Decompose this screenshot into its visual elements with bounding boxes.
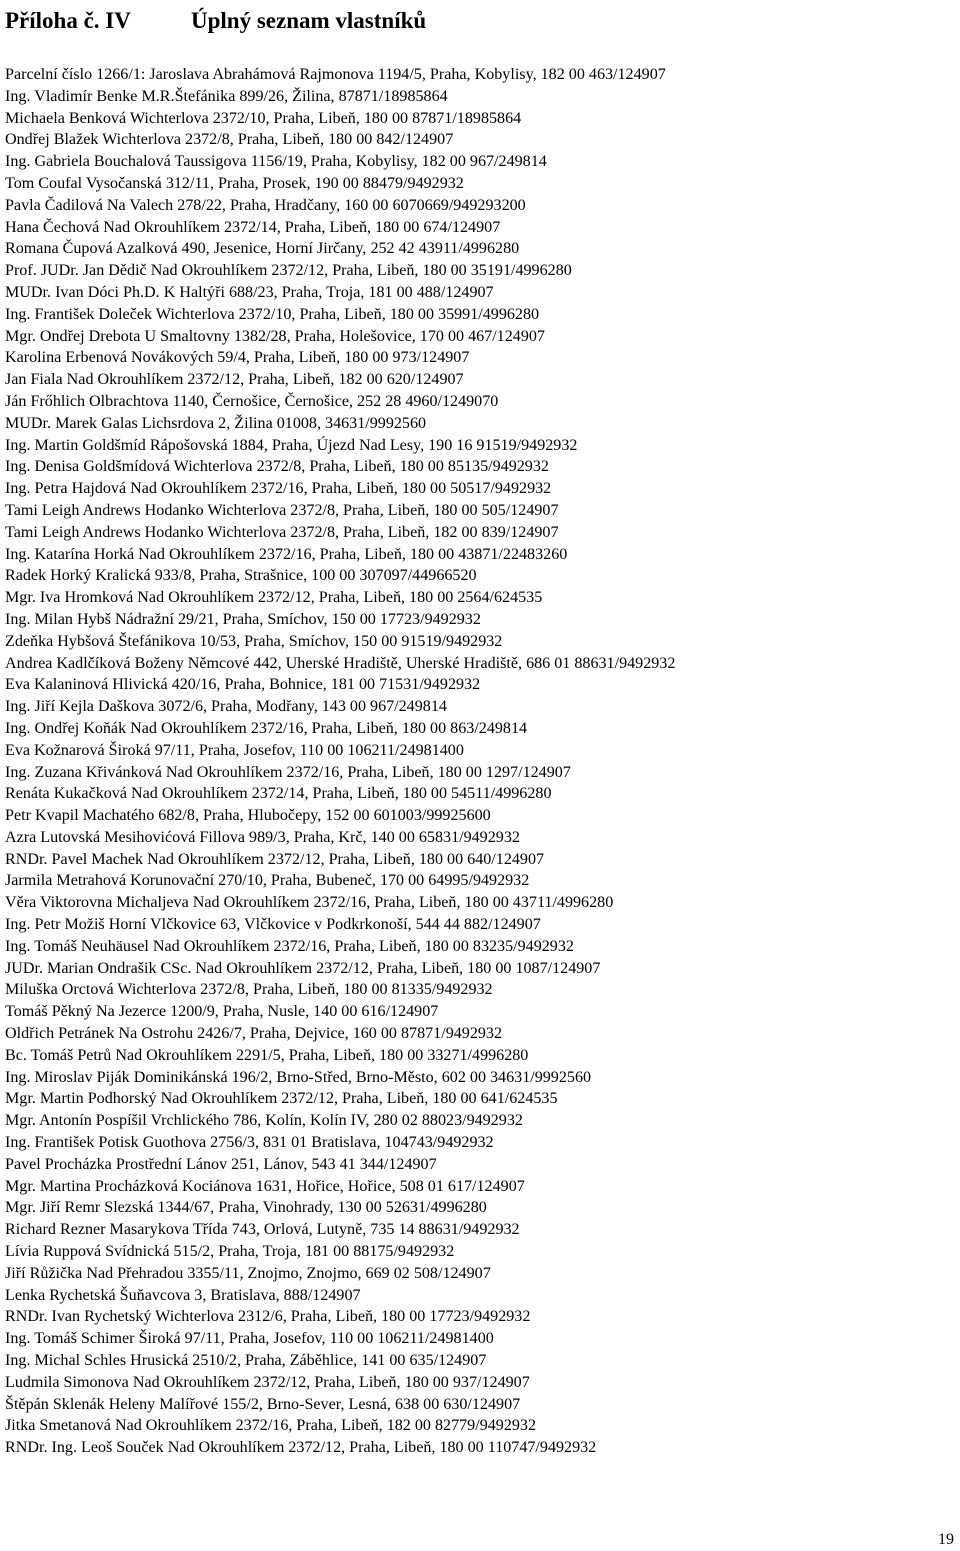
owner-entry: Tami Leigh Andrews Hodanko Wichterlova 2372/8, Praha, Libeň, 182 00 839/124907 xyxy=(5,523,559,541)
owner-entry: Ing. Jiří Kejla Daškova 3072/6, Praha, Modřany, 143 00 967/249814 xyxy=(5,698,447,716)
owner-entry: Richard Rezner Masarykova Třída 743, Orlová, Lutyně, 735 14 88631/9492932 xyxy=(5,1221,520,1239)
owner-entry: Ing. Petr Možiš Horní Vlčkovice 63, Vlčkovice v Podkrkonoší, 544 44 882/124907 xyxy=(5,916,541,934)
owner-entry: Jitka Smetanová Nad Okrouhlíkem 2372/16, Praha, Libeň, 182 00 82779/9492932 xyxy=(5,1417,537,1435)
owner-entry: JUDr. Marian Ondrašik CSc. Nad Okrouhlíkem 2372/12, Praha, Libeň, 180 00 1087/124907 xyxy=(5,959,601,977)
owner-entry: Lívia Ruppová Svídnická 515/2, Praha, Troja, 181 00 88175/9492932 xyxy=(5,1243,455,1261)
page-number: 19 xyxy=(938,1531,954,1548)
owner-entry: Pavla Čadilová Na Valech 278/22, Praha, Hradčany, 160 00 6070669/949293200 xyxy=(5,196,526,214)
owner-entry: Ing. František Potisk Guothova 2756/3, 831 01 Bratislava, 104743/9492932 xyxy=(5,1134,494,1152)
owner-entry: Věra Viktorovna Michaljeva Nad Okrouhlíkem 2372/16, Praha, Libeň, 180 00 43711/4996280 xyxy=(5,894,614,912)
owner-entry: Bc. Tomáš Petrů Nad Okrouhlíkem 2291/5, Praha, Libeň, 180 00 33271/4996280 xyxy=(5,1046,529,1064)
owner-entry: Jan Fiala Nad Okrouhlíkem 2372/12, Praha, Libeň, 182 00 620/124907 xyxy=(5,371,464,389)
owner-entry: Tom Coufal Vysočanská 312/11, Praha, Prosek, 190 00 88479/9492932 xyxy=(5,174,464,192)
owner-entry: Ing. Denisa Goldšmídová Wichterlova 2372/8, Praha, Libeň, 180 00 85135/9492932 xyxy=(5,458,549,476)
owner-entry: Ing. Katarína Horká Nad Okrouhlíkem 2372/16, Praha, Libeň, 180 00 43871/22483260 xyxy=(5,545,568,563)
annex-label: Příloha č. IV xyxy=(5,8,131,33)
owner-entry: Karolina Erbenová Novákových 59/4, Praha, Libeň, 180 00 973/124907 xyxy=(5,349,470,367)
owner-entry: Tami Leigh Andrews Hodanko Wichterlova 2372/8, Praha, Libeň, 180 00 505/124907 xyxy=(5,501,559,519)
owner-entry: Renáta Kukačková Nad Okrouhlíkem 2372/14, Praha, Libeň, 180 00 54511/4996280 xyxy=(5,785,552,803)
owner-entry: Tomáš Pěkný Na Jezerce 1200/9, Praha, Nusle, 140 00 616/124907 xyxy=(5,1003,439,1021)
owner-entry: Petr Kvapil Machatého 682/8, Praha, Hlubočepy, 152 00 601003/99925600 xyxy=(5,807,491,825)
owner-entry: Ondřej Blažek Wichterlova 2372/8, Praha, Libeň, 180 00 842/124907 xyxy=(5,131,454,149)
owner-entry: Oldřich Petránek Na Ostrohu 2426/7, Praha, Dejvice, 160 00 87871/9492932 xyxy=(5,1025,503,1043)
owner-entry: Eva Kalaninová Hlivická 420/16, Praha, Bohnice, 181 00 71531/9492932 xyxy=(5,676,481,694)
owner-entry: Jiří Růžička Nad Přehradou 3355/11, Znojmo, Znojmo, 669 02 508/124907 xyxy=(5,1264,491,1282)
owner-entry: RNDr. Ivan Rychetský Wichterlova 2312/6, Praha, Libeň, 180 00 17723/9492932 xyxy=(5,1308,531,1326)
owner-entry: Ing. Milan Hybš Nádražní 29/21, Praha, Smíchov, 150 00 17723/9492932 xyxy=(5,610,481,628)
owner-entry: RNDr. Ing. Leoš Souček Nad Okrouhlíkem 2372/12, Praha, Libeň, 180 00 110747/9492932 xyxy=(5,1439,597,1457)
owner-entry: Ludmila Simonova Nad Okrouhlíkem 2372/12, Praha, Libeň, 180 00 937/124907 xyxy=(5,1373,530,1391)
owner-entry: Ing. Miroslav Piják Dominikánská 196/2, Brno-Střed, Brno-Město, 602 00 34631/9992560 xyxy=(5,1068,592,1086)
owner-entry: Ing. Zuzana Křivánková Nad Okrouhlíkem 2372/16, Praha, Libeň, 180 00 1297/124907 xyxy=(5,763,571,781)
owner-entry: Mgr. Antonín Pospíšil Vrchlického 786, Kolín, Kolín IV, 280 02 88023/9492932 xyxy=(5,1112,523,1130)
owner-entry: Lenka Rychetská Šuňavcova 3, Bratislava, 888/124907 xyxy=(5,1286,361,1304)
owner-entry: Ing. Tomáš Schimer Široká 97/11, Praha, Josefov, 110 00 106211/24981400 xyxy=(5,1330,494,1348)
owner-entry: RNDr. Pavel Machek Nad Okrouhlíkem 2372/12, Praha, Libeň, 180 00 640/124907 xyxy=(5,850,545,868)
parcel-intro-line: Parcelní číslo 1266/1: Jaroslava Abrahámová Rajmonova 1194/5, Praha, Kobylisy, 182 00 463/124907 xyxy=(5,66,666,83)
owner-entry: Ing. Martin Goldšmíd Rápošovská 1884, Praha, Újezd Nad Lesy, 190 16 91519/9492932 xyxy=(5,436,578,454)
owner-entry: Mgr. Iva Hromková Nad Okrouhlíkem 2372/12, Praha, Libeň, 180 00 2564/624535 xyxy=(5,589,543,607)
owner-entry: Ing. Gabriela Bouchalová Taussigova 1156/19, Praha, Kobylisy, 182 00 967/249814 xyxy=(5,153,547,171)
owner-entry: Mgr. Martina Procházková Kociánova 1631, Hořice, Hořice, 508 01 617/124907 xyxy=(5,1177,525,1195)
owner-entry: Ing. Vladimír Benke M.R.Štefánika 899/26, Žilina, 87871/18985864 xyxy=(5,87,448,105)
owner-entry: Azra Lutovská Mesihovićová Fillova 989/3, Praha, Krč, 140 00 65831/9492932 xyxy=(5,828,520,846)
owner-entry: Mgr. Jiří Remr Slezská 1344/67, Praha, Vinohrady, 130 00 52631/4996280 xyxy=(5,1199,487,1217)
owner-entry: Radek Horký Kralická 933/8, Praha, Strašnice, 100 00 307097/44966520 xyxy=(5,567,477,585)
owner-entry: Štěpán Sklenák Heleny Malířové 155/2, Brno-Sever, Lesná, 638 00 630/124907 xyxy=(5,1395,521,1413)
owner-entry: Eva Kožnarová Široká 97/11, Praha, Josefov, 110 00 106211/24981400 xyxy=(5,741,464,759)
owner-entry: Prof. JUDr. Jan Dědič Nad Okrouhlíkem 2372/12, Praha, Libeň, 180 00 35191/4996280 xyxy=(5,262,572,280)
owner-entry: Ing. Michal Schles Hrusická 2510/2, Praha, Záběhlice, 141 00 635/124907 xyxy=(5,1352,487,1370)
owner-entry: Mgr. Martin Podhorský Nad Okrouhlíkem 2372/12, Praha, Libeň, 180 00 641/624535 xyxy=(5,1090,558,1108)
owners-list xyxy=(5,86,675,1459)
owner-entry: Hana Čechová Nad Okrouhlíkem 2372/14, Praha, Libeň, 180 00 674/124907 xyxy=(5,218,501,236)
owner-entry: Ing. Petra Hajdová Nad Okrouhlíkem 2372/16, Praha, Libeň, 180 00 50517/9492932 xyxy=(5,480,552,498)
owner-entry: Michaela Benková Wichterlova 2372/10, Praha, Libeň, 180 00 87871/18985864 xyxy=(5,109,522,127)
owner-entry: Andrea Kadlčíková Boženy Němcové 442, Uherské Hradiště, Uherské Hradiště, 686 01 88631/9492932 xyxy=(5,654,676,672)
owner-entry: MUDr. Ivan Dóci Ph.D. K Haltýři 688/23, Praha, Troja, 181 00 488/124907 xyxy=(5,283,494,301)
owner-entry: MUDr. Marek Galas Lichsrdova 2, Žilina 01008, 34631/9992560 xyxy=(5,414,427,432)
owner-entry: Romana Čupová Azalková 490, Jesenice, Horní Jirčany, 252 42 43911/4996280 xyxy=(5,240,520,258)
owner-entry: Ing. František Doleček Wichterlova 2372/10, Praha, Libeň, 180 00 35991/4996280 xyxy=(5,305,540,323)
owner-entry: Mgr. Ondřej Drebota U Smaltovny 1382/28, Praha, Holešovice, 170 00 467/124907 xyxy=(5,327,545,345)
document-title: Úplný seznam vlastníků xyxy=(191,8,427,33)
owner-entry: Miluška Orctová Wichterlova 2372/8, Praha, Libeň, 180 00 81335/9492932 xyxy=(5,981,493,999)
owner-entry: Ing. Tomáš Neuhäusel Nad Okrouhlíkem 2372/16, Praha, Libeň, 180 00 83235/9492932 xyxy=(5,937,574,955)
owner-entry: Ing. Ondřej Koňák Nad Okrouhlíkem 2372/16, Praha, Libeň, 180 00 863/249814 xyxy=(5,719,528,737)
owner-entry: Ján Frőhlich Olbrachtova 1140, Černošice, Černošice, 252 28 4960/1249070 xyxy=(5,392,499,410)
owner-entry: Pavel Procházka Prostřední Lánov 251, Lánov, 543 41 344/124907 xyxy=(5,1155,437,1173)
owner-entry: Zdeňka Hybšová Štefánikova 10/53, Praha, Smíchov, 150 00 91519/9492932 xyxy=(5,632,503,650)
owner-entry: Jarmila Metrahová Korunovační 270/10, Praha, Bubeneč, 170 00 64995/9492932 xyxy=(5,872,530,890)
